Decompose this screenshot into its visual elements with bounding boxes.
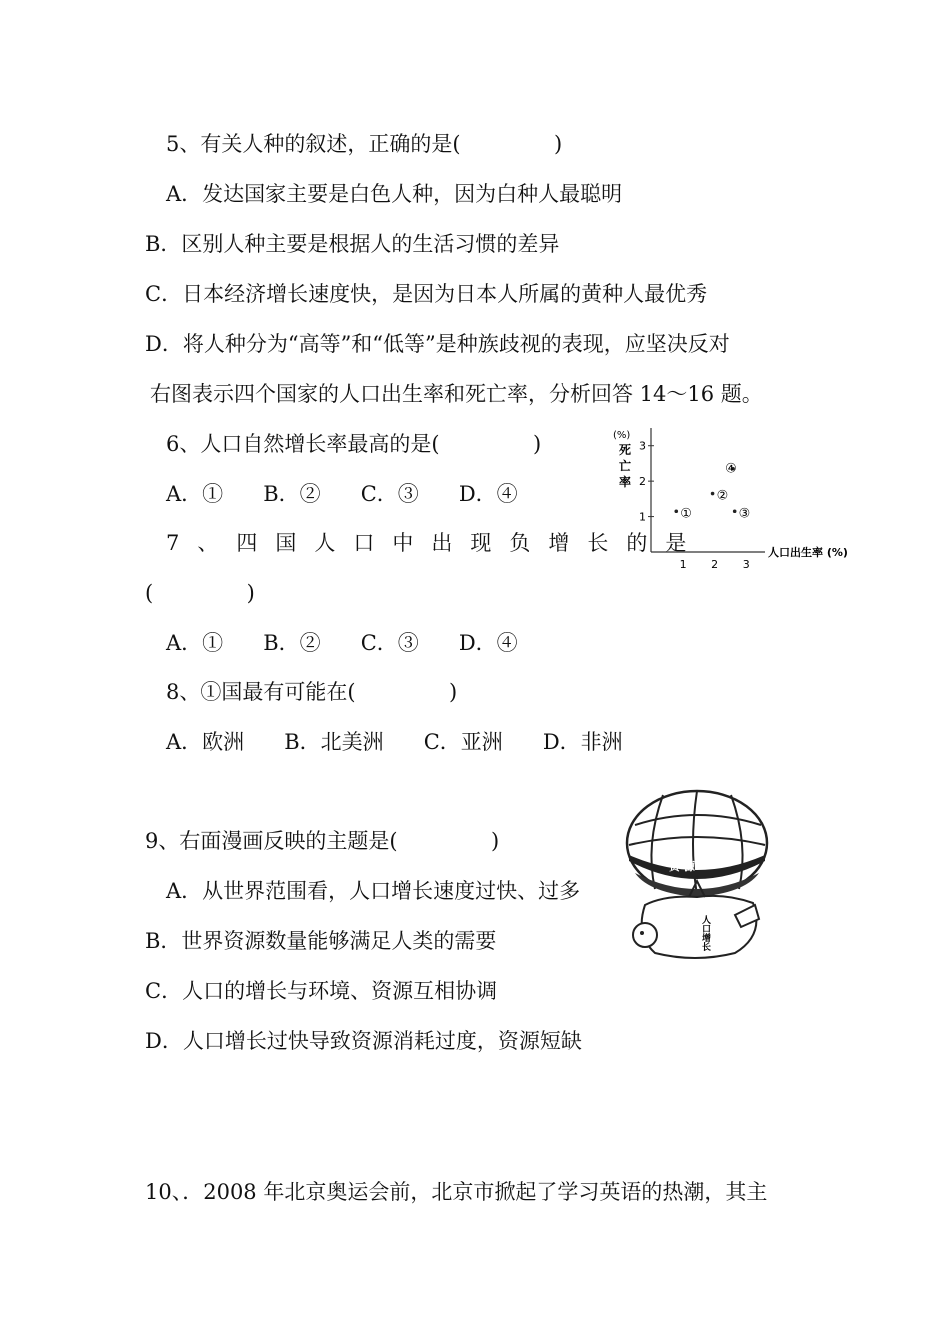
data-point bbox=[674, 509, 678, 513]
y-axis-label: 死亡率 bbox=[619, 443, 632, 489]
cartoon-svg bbox=[615, 785, 775, 965]
y-tick-label: 2 bbox=[639, 475, 646, 489]
q5-stem: 5、有关人种的叙述，正确的是( ) bbox=[166, 132, 563, 156]
data-point-label: ① bbox=[680, 506, 692, 522]
data-point-label: ② bbox=[716, 488, 729, 504]
q7-options: A．① B．② C．③ D．④ bbox=[166, 631, 518, 655]
data-point-label: ④ bbox=[725, 461, 737, 477]
q5-option-c: C．日本经济增长速度快，是因为日本人所属的黄种人最优秀 bbox=[145, 282, 708, 306]
q6-stem: 6、人口自然增长率最高的是( ) bbox=[166, 432, 542, 456]
birth-death-chart bbox=[605, 420, 880, 570]
data-point-label: ③ bbox=[738, 506, 751, 522]
tick-group bbox=[639, 440, 750, 570]
q5-option-a: A．发达国家主要是白色人种，因为白种人最聪明 bbox=[166, 182, 623, 206]
sack-label: 人口增长 bbox=[700, 915, 710, 951]
q10-stem: 10、．2008 年北京奥运会前，北京市掀起了学习英语的热潮，其主 bbox=[145, 1180, 768, 1204]
q9-option-a: A．从世界范围看，人口增长速度过快、过多 bbox=[166, 879, 581, 903]
q5-option-b: B．区别人种主要是根据人的生活习惯的差异 bbox=[145, 232, 560, 256]
y-tick-label: 3 bbox=[639, 439, 646, 453]
q9-option-b: B．世界资源数量能够满足人类的需要 bbox=[145, 929, 497, 953]
data-point bbox=[733, 509, 737, 513]
x-tick-label: 3 bbox=[742, 558, 750, 570]
x-tick-label: 1 bbox=[679, 558, 687, 570]
point-group bbox=[674, 462, 750, 522]
q6-options: A．① B．② C．③ D．④ bbox=[166, 482, 518, 506]
chart-svg bbox=[605, 420, 880, 570]
population-cartoon bbox=[615, 785, 775, 965]
q9-stem: 9、右面漫画反映的主题是( ) bbox=[145, 829, 500, 853]
y-axis-unit: (%) bbox=[613, 430, 631, 441]
q8-options: A．欧洲 B．北美洲 C．亚洲 D．非洲 bbox=[166, 730, 623, 754]
q9-option-c: C．人口的增长与环境、资源互相协调 bbox=[145, 979, 498, 1003]
data-point bbox=[711, 492, 715, 496]
chart-intro: 右图表示四个国家的人口出生率和死亡率，分析回答 14～16 题。 bbox=[150, 382, 763, 406]
y-tick-label: 1 bbox=[639, 510, 646, 524]
q7-paren: ( ) bbox=[145, 581, 255, 605]
x-axis-label: 人口出生率 (%) bbox=[768, 546, 848, 559]
globe-label: 资 源 bbox=[669, 860, 695, 873]
q7-stem: 7、四国人口中出现负增长的是 bbox=[166, 531, 705, 555]
q9-option-d: D．人口增长过快导致资源消耗过度，资源短缺 bbox=[145, 1029, 582, 1053]
x-tick-label: 2 bbox=[711, 558, 719, 570]
figure-head-icon bbox=[633, 923, 657, 947]
q8-stem: 8、①国最有可能在( ) bbox=[166, 680, 458, 704]
q5-option-d: D．将人种分为“高等”和“低等”是种族歧视的表现，应坚决反对 bbox=[145, 332, 730, 356]
